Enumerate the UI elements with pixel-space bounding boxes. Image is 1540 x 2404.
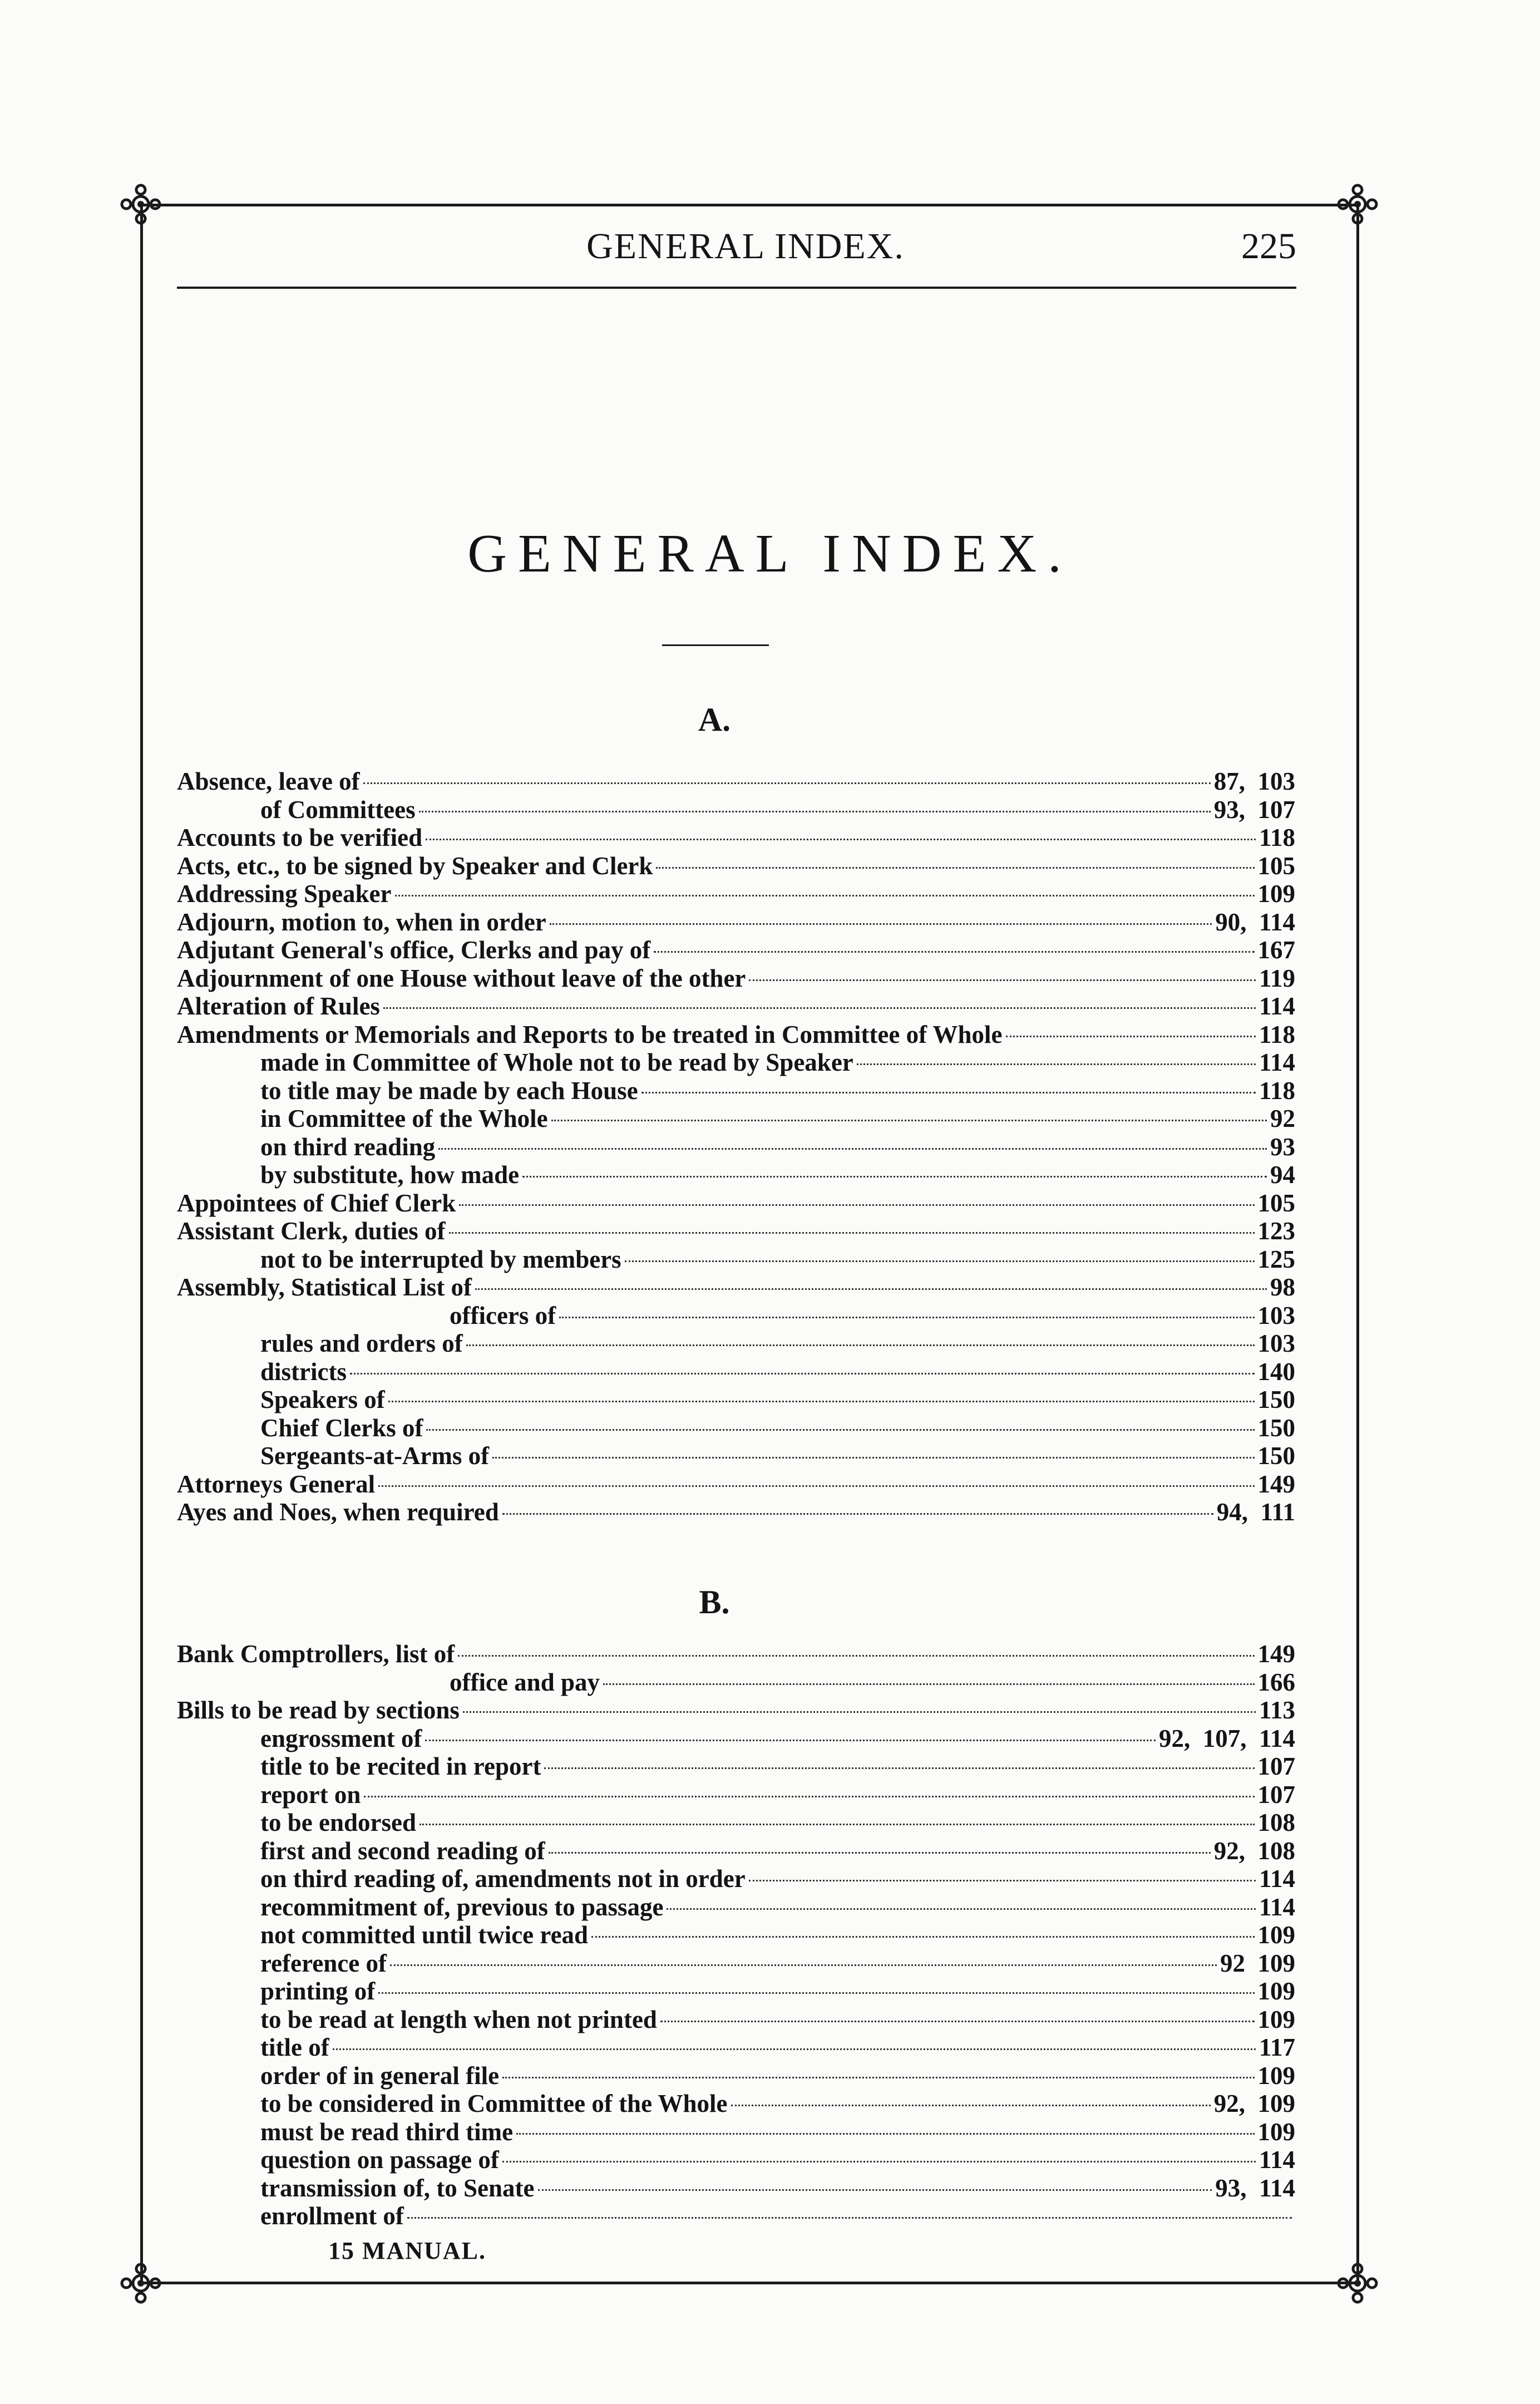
index-term: not committed until twice read <box>260 1921 589 1949</box>
index-entry <box>177 1470 1295 1499</box>
index-entry <box>177 2174 1295 2203</box>
index-page-refs: 92, 108 <box>1213 1836 1295 1865</box>
index-entry <box>177 964 1295 993</box>
dot-leader <box>333 2048 1256 2050</box>
dot-leader <box>388 1401 1255 1402</box>
index-page-refs: 140 <box>1257 1357 1295 1386</box>
index-list-a <box>177 767 1295 1526</box>
header-rule <box>177 287 1296 289</box>
index-page-refs: 92 <box>1270 1105 1295 1132</box>
index-term: on third reading of, amendments not in order <box>260 1865 746 1893</box>
dot-leader <box>516 2133 1254 2135</box>
index-term: officers of <box>450 1301 556 1329</box>
index-page-refs: 87, 103 <box>1213 767 1295 795</box>
index-term: by substitute, how made <box>260 1161 520 1189</box>
index-page-refs: 98 <box>1270 1273 1295 1301</box>
index-page-refs: 114 <box>1258 1865 1295 1893</box>
dot-leader <box>641 1092 1256 1093</box>
dot-leader <box>591 1936 1254 1938</box>
dot-leader <box>492 1457 1254 1459</box>
index-entry <box>177 936 1295 964</box>
index-term: Accounts to be verified <box>177 824 423 851</box>
index-entry <box>177 2033 1295 2062</box>
index-term: Speakers of <box>260 1386 385 1413</box>
dot-leader <box>426 839 1256 840</box>
index-term: reference of <box>260 1949 387 1977</box>
index-term: report on <box>260 1780 361 1809</box>
index-page-refs: 93 <box>1270 1132 1295 1161</box>
index-page-refs: 107 <box>1257 1780 1295 1809</box>
index-entry <box>177 1358 1295 1386</box>
index-page-refs: 109 <box>1257 880 1295 908</box>
index-page-refs: 150 <box>1257 1413 1295 1442</box>
index-term: order of in general file <box>260 2061 500 2090</box>
index-page-refs: 109 <box>1257 1977 1295 2005</box>
title-divider <box>662 644 769 646</box>
corner-ornament-icon <box>1332 2258 1383 2308</box>
index-term: of Committees <box>260 795 416 824</box>
index-entry <box>177 2090 1295 2118</box>
index-term: Sergeants-at-Arms of <box>260 1442 490 1470</box>
index-term: Assistant Clerk, duties of <box>177 1217 446 1245</box>
index-term: question on passage of <box>260 2146 499 2174</box>
dot-leader <box>656 867 1254 869</box>
dot-leader <box>538 2189 1212 2191</box>
index-term: Ayes and Noes, when required <box>177 1498 499 1526</box>
index-entry <box>177 1273 1295 1302</box>
index-page-refs: 118 <box>1258 824 1295 851</box>
dot-leader <box>502 1513 1213 1515</box>
index-term: first and second reading of <box>260 1836 545 1865</box>
index-entry <box>177 1077 1295 1105</box>
index-term: on third reading <box>260 1132 436 1161</box>
dot-leader <box>466 1344 1255 1346</box>
index-page-refs: 150 <box>1257 1386 1295 1413</box>
index-entry <box>177 908 1295 937</box>
index-entry <box>177 824 1295 852</box>
index-page-refs: 103 <box>1257 1301 1295 1329</box>
index-term: enrollment of <box>260 2202 404 2230</box>
dot-leader <box>667 1908 1255 1910</box>
index-term: transmission of, to Senate <box>260 2174 535 2202</box>
dot-leader <box>426 1429 1254 1431</box>
signature-mark: 15 MANUAL. <box>328 2237 486 2264</box>
index-page-refs: 166 <box>1257 1668 1295 1696</box>
index-term: Absence, leave of <box>177 767 360 795</box>
dot-leader <box>731 2105 1211 2106</box>
dot-leader <box>419 811 1211 812</box>
index-page-refs: 114 <box>1258 1893 1295 1921</box>
corner-ornament-icon <box>116 2258 166 2308</box>
index-page-refs: 114 <box>1258 1048 1295 1076</box>
dot-leader <box>544 1767 1254 1769</box>
dot-leader <box>364 1796 1254 1797</box>
index-entry <box>177 2146 1295 2174</box>
index-entry <box>177 1245 1295 1274</box>
index-page-refs: 118 <box>1258 1020 1295 1048</box>
dot-leader <box>475 1288 1267 1290</box>
index-term: Bank Comptrollers, list of <box>177 1640 455 1668</box>
index-page-refs: 105 <box>1257 1189 1295 1217</box>
index-term: made in Committee of Whole not to be read by Speaker <box>260 1048 853 1076</box>
index-page-refs: 109 <box>1257 2005 1295 2033</box>
dot-leader <box>857 1063 1256 1065</box>
index-page-refs: 150 <box>1257 1442 1295 1470</box>
index-term: Assembly, Statistical List of <box>177 1273 472 1301</box>
index-page-refs: 92, 107, 114 <box>1158 1724 1295 1752</box>
dot-leader <box>549 1852 1211 1854</box>
index-entry <box>177 796 1295 824</box>
index-term: to be considered in Committee of the Whole <box>260 2090 728 2117</box>
index-entry <box>177 767 1295 796</box>
index-page-refs: 109 <box>1257 2117 1295 2146</box>
dot-leader <box>407 2217 1292 2219</box>
index-entry <box>177 1696 1295 1725</box>
index-entry <box>177 2202 1295 2230</box>
dot-leader <box>550 923 1212 925</box>
index-page-refs: 107 <box>1257 1752 1295 1780</box>
corner-ornament-icon <box>116 179 166 229</box>
section-heading-a: A. <box>698 701 731 738</box>
dot-leader <box>425 1740 1156 1741</box>
frame-right-border <box>1356 206 1359 2283</box>
index-term: engrossment of <box>260 1724 422 1752</box>
index-term: printing of <box>260 1977 376 2005</box>
index-page-refs: 108 <box>1257 1809 1295 1836</box>
index-entry <box>177 1189 1295 1218</box>
dot-leader <box>502 2077 1254 2078</box>
index-page-refs: 103 <box>1257 1329 1295 1357</box>
dot-leader <box>559 1317 1254 1318</box>
index-page-refs: 109 <box>1257 2061 1295 2090</box>
index-term: Bills to be read by sections <box>177 1696 460 1724</box>
index-entry <box>177 1105 1295 1133</box>
index-term: not to be interrupted by members <box>260 1245 621 1273</box>
dot-leader <box>438 1148 1267 1150</box>
index-term: recommitment of, previous to passage <box>260 1893 664 1921</box>
index-page-refs: 113 <box>1258 1696 1295 1724</box>
dot-leader <box>749 979 1256 981</box>
frame-top-border <box>140 204 1359 206</box>
index-page-refs: 149 <box>1257 1470 1295 1498</box>
dot-leader <box>625 1260 1255 1262</box>
index-term: Chief Clerks of <box>260 1413 423 1442</box>
frame-left-border <box>140 206 143 2283</box>
index-page-refs: 125 <box>1257 1245 1295 1273</box>
index-term: to be read at length when not printed <box>260 2005 657 2033</box>
index-term: Alteration of Rules <box>177 992 380 1020</box>
dot-leader <box>378 1485 1254 1487</box>
dot-leader <box>363 782 1211 784</box>
dot-leader <box>463 1711 1256 1713</box>
index-entry <box>177 1329 1295 1358</box>
index-list-b <box>177 1640 1295 2230</box>
index-entry <box>177 1809 1295 1837</box>
index-page-refs: 109 <box>1257 1921 1295 1949</box>
index-entry <box>177 992 1295 1021</box>
dot-leader <box>660 2021 1255 2022</box>
index-entry <box>177 1302 1295 1330</box>
index-page-refs: 94 <box>1270 1161 1295 1189</box>
corner-ornament-icon <box>1332 179 1383 229</box>
index-term: Adjourn, motion to, when in order <box>177 908 546 936</box>
index-entry <box>177 1949 1295 1978</box>
index-entry <box>177 1498 1295 1526</box>
index-term: Acts, etc., to be signed by Speaker and Clerk <box>177 851 653 880</box>
index-entry <box>177 1048 1295 1077</box>
index-entry <box>177 1865 1295 1893</box>
frame-bottom-border <box>140 2282 1359 2284</box>
index-entry <box>177 852 1295 880</box>
index-term: title to be recited in report <box>260 1752 541 1780</box>
index-entry <box>177 2118 1295 2146</box>
dot-leader <box>1006 1036 1256 1037</box>
dot-leader <box>350 1373 1255 1375</box>
index-page-refs: 105 <box>1257 851 1295 880</box>
dot-leader <box>502 2161 1256 2162</box>
index-page-refs: 94, 111 <box>1216 1498 1295 1526</box>
index-page-refs: 93, 107 <box>1213 795 1295 824</box>
index-page-refs: 114 <box>1258 992 1295 1020</box>
index-entry <box>177 1133 1295 1161</box>
index-entry <box>177 1977 1295 2006</box>
index-term: to title may be made by each House <box>260 1076 638 1105</box>
index-page-refs: 149 <box>1257 1640 1295 1668</box>
index-page-refs: 92, 109 <box>1213 2090 1295 2117</box>
index-entry <box>177 1217 1295 1245</box>
index-entry <box>177 1837 1295 1865</box>
index-entry <box>177 1414 1295 1442</box>
dot-leader <box>449 1232 1255 1234</box>
index-term: Attorneys General <box>177 1470 376 1498</box>
index-term: office and pay <box>450 1668 600 1696</box>
dot-leader <box>459 1204 1254 1206</box>
index-page-refs: 167 <box>1257 936 1295 964</box>
index-entry <box>177 880 1295 908</box>
dot-leader <box>378 1992 1254 1994</box>
index-page-refs: 114 <box>1258 2146 1295 2174</box>
index-term: title of <box>260 2033 329 2061</box>
dot-leader <box>749 1880 1256 1881</box>
index-term: Addressing Speaker <box>177 880 392 908</box>
index-entry <box>177 1161 1295 1189</box>
dot-leader <box>395 895 1255 896</box>
index-entry <box>177 1752 1295 1781</box>
page-title: GENERAL INDEX. <box>467 524 1073 584</box>
index-entry <box>177 1442 1295 1470</box>
index-term: in Committee of the Whole <box>260 1105 548 1132</box>
index-entry <box>177 1893 1295 1922</box>
dot-leader <box>390 1964 1217 1966</box>
index-term: Adjournment of one House without leave of the other <box>177 964 746 992</box>
index-entry <box>177 1668 1295 1697</box>
index-entry <box>177 2006 1295 2034</box>
index-entry <box>177 1781 1295 1809</box>
index-page-refs: 119 <box>1258 964 1295 992</box>
dot-leader <box>419 1824 1255 1825</box>
dot-leader <box>383 1007 1256 1009</box>
index-page-refs: 90, 114 <box>1215 908 1295 936</box>
index-page-refs: 123 <box>1257 1217 1295 1245</box>
index-page-refs: 92 109 <box>1220 1949 1295 1977</box>
index-page-refs: 117 <box>1258 2033 1295 2061</box>
index-entry <box>177 1725 1295 1753</box>
running-header-title: GENERAL INDEX. <box>586 226 905 267</box>
page-number: 225 <box>1241 226 1296 267</box>
index-term: Amendments or Memorials and Reports to be treated in Committee of Whole <box>177 1020 1003 1048</box>
index-term: Appointees of Chief Clerk <box>177 1189 456 1217</box>
index-entry <box>177 1021 1295 1049</box>
index-term: to be endorsed <box>260 1809 416 1836</box>
dot-leader <box>458 1655 1254 1657</box>
index-entry <box>177 1386 1295 1414</box>
section-heading-b: B. <box>699 1584 730 1620</box>
dot-leader <box>603 1683 1255 1685</box>
index-term: must be read third time <box>260 2117 514 2146</box>
index-entry <box>177 1640 1295 1668</box>
index-page-refs: 118 <box>1258 1076 1295 1105</box>
index-term: Adjutant General's office, Clerks and pay of <box>177 936 651 964</box>
index-term: districts <box>260 1357 347 1386</box>
dot-leader <box>522 1176 1267 1178</box>
index-entry <box>177 2062 1295 2090</box>
dot-leader <box>551 1120 1267 1121</box>
index-entry <box>177 1921 1295 1949</box>
dot-leader <box>654 951 1254 953</box>
index-term: rules and orders of <box>260 1329 463 1357</box>
index-page-refs: 93, 114 <box>1215 2174 1295 2202</box>
